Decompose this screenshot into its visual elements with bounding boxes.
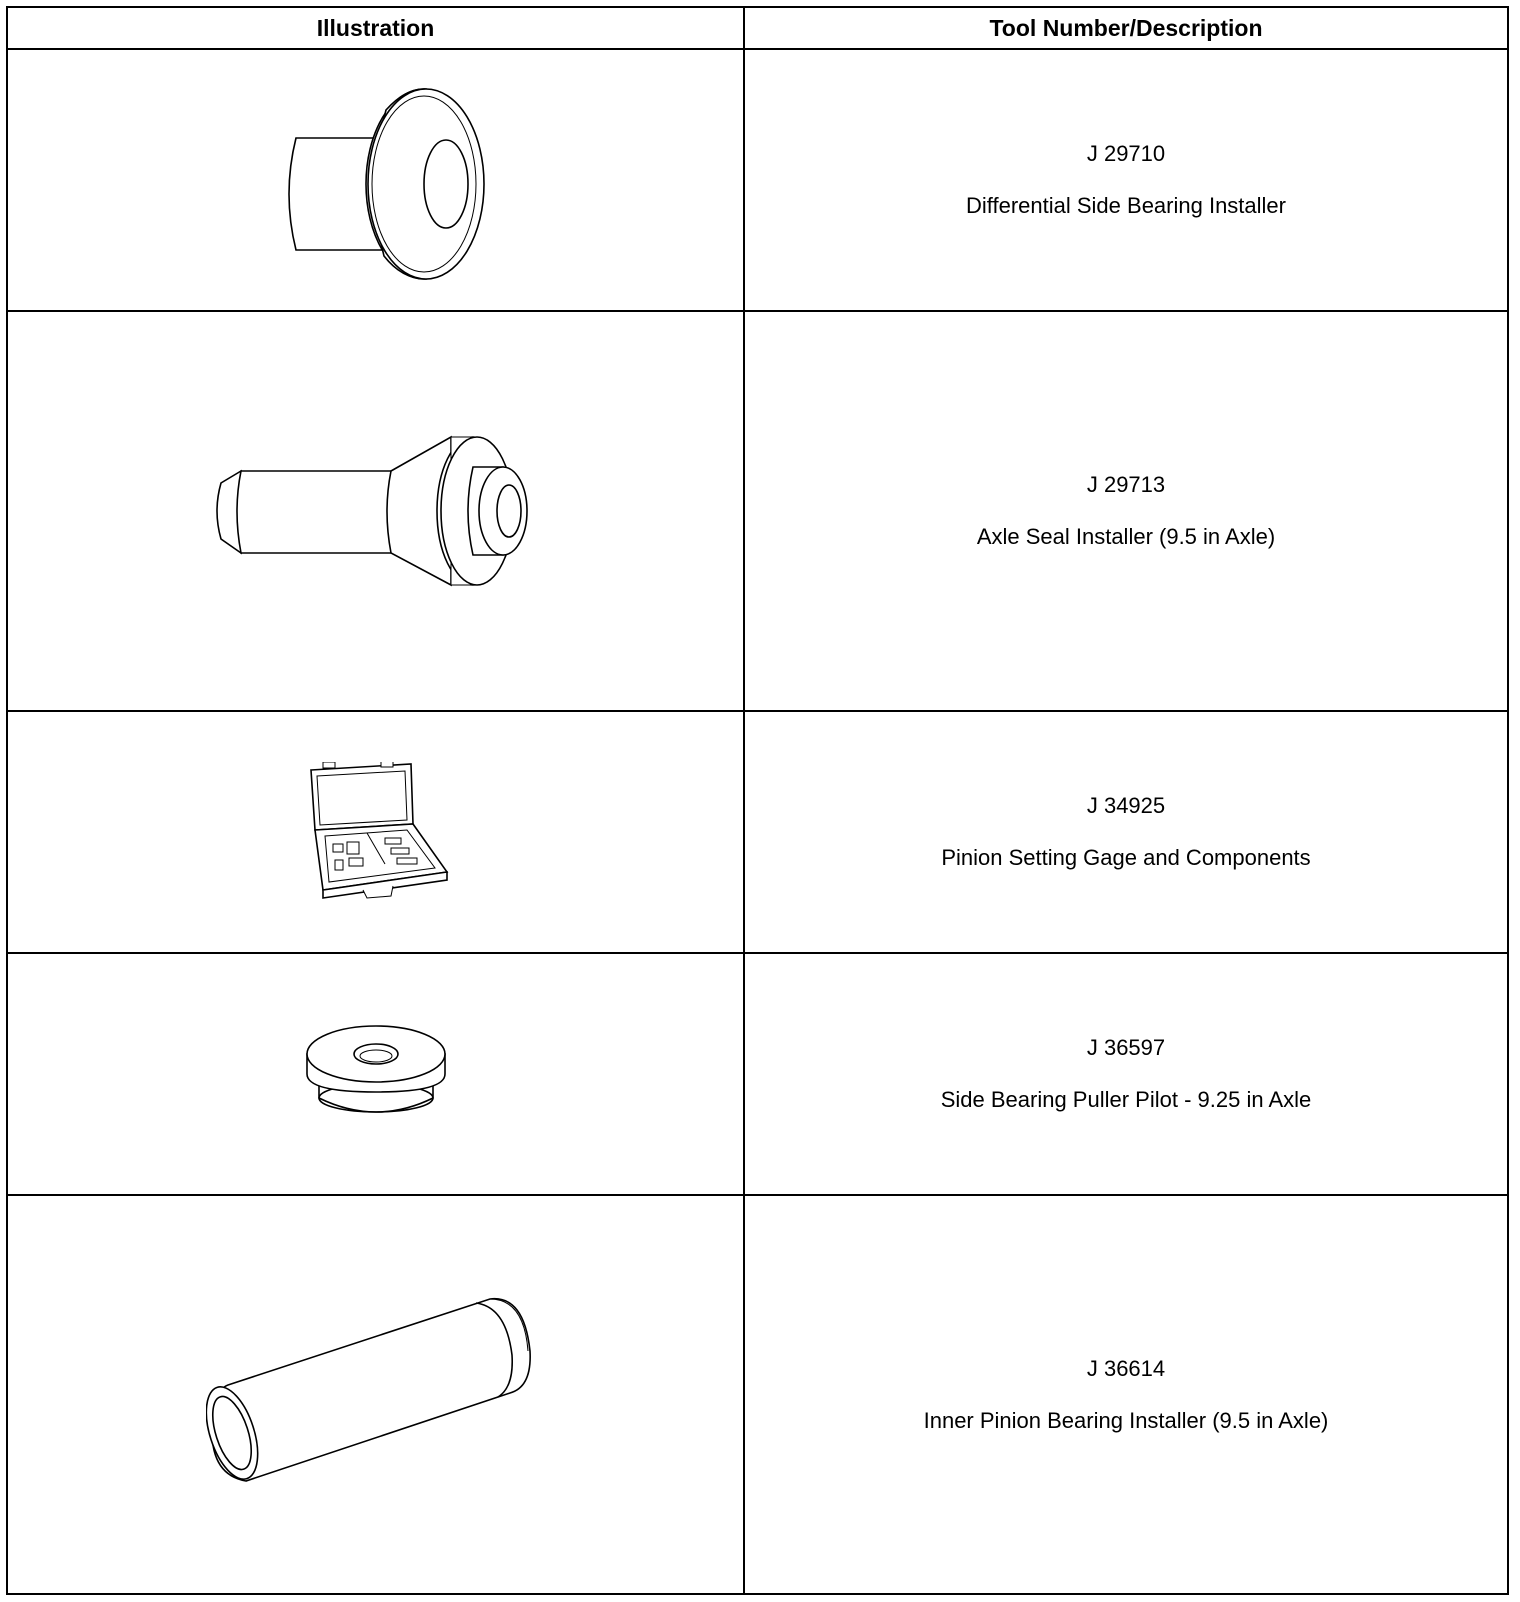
tool-table [6, 6, 1509, 1595]
tool-description: Side Bearing Puller Pilot - 9.25 in Axle [940, 1087, 1312, 1112]
tool-description: Differential Side Bearing Installer [966, 193, 1286, 218]
seal-installer-icon [211, 431, 541, 591]
table-row [7, 953, 1508, 1195]
tool-number: J 29713 [1086, 472, 1166, 497]
description-cell [744, 1195, 1508, 1594]
tool-number: J 34925 [1086, 793, 1166, 818]
illustration-cell [7, 711, 744, 953]
illustration-cell [7, 1195, 744, 1594]
puller-pilot-icon [301, 1024, 451, 1124]
illustration-cell [7, 49, 744, 311]
header-description: Tool Number/Description [744, 7, 1508, 49]
description-cell [744, 711, 1508, 953]
illustration-cell [7, 953, 744, 1195]
header-illustration: Illustration [7, 7, 744, 49]
tool-number: J 36614 [1086, 1355, 1166, 1381]
tool-number: J 29710 [1086, 141, 1166, 166]
table-row [7, 1195, 1508, 1594]
tool-description: Pinion Setting Gage and Components [941, 845, 1311, 870]
illustration-cell [7, 311, 744, 711]
description-cell [744, 49, 1508, 311]
tool-number: J 36597 [1086, 1035, 1166, 1060]
table-row [7, 711, 1508, 953]
bearing-installer-icon [256, 80, 496, 280]
table-row [7, 49, 1508, 311]
description-cell [744, 953, 1508, 1195]
tube-installer-icon [206, 1295, 546, 1495]
table-row [7, 311, 1508, 711]
tool-description: Inner Pinion Bearing Installer (9.5 in Axle) [923, 1407, 1329, 1433]
header-row [7, 7, 1508, 49]
tool-description: Axle Seal Installer (9.5 in Axle) [976, 524, 1276, 549]
tool-case-icon [301, 762, 451, 902]
description-cell [744, 311, 1508, 711]
